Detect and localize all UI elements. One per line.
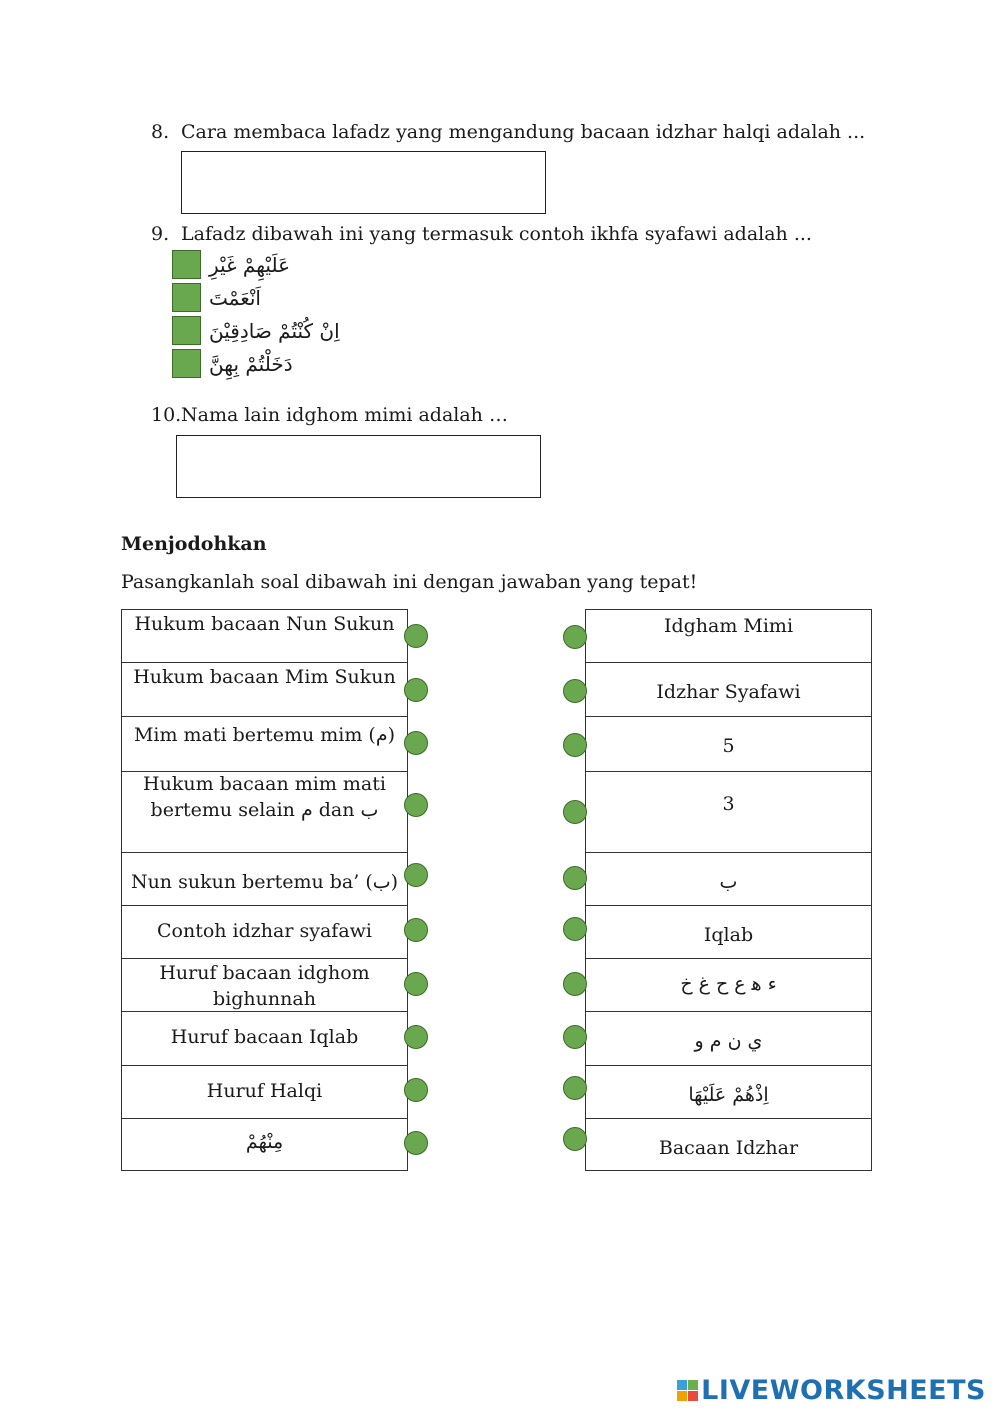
- left-match-dot[interactable]: [404, 731, 428, 755]
- right-item-text: اِذْهُمْ عَلَيْهَا: [688, 1084, 769, 1106]
- question-text: Lafadz dibawah ini yang termasuk contoh ikhfa syafawi adalah ...: [181, 223, 812, 245]
- logo-text: LIVEWORKSHEETS: [701, 1375, 986, 1406]
- right-item-text: Bacaan Idzhar: [658, 1137, 799, 1159]
- choice-text: دَخَلْتُمْ بِهِنَّ: [209, 351, 293, 376]
- choice-checkbox[interactable]: [172, 283, 201, 312]
- choice-checkbox[interactable]: [172, 316, 201, 345]
- right-item-1: [585, 609, 872, 663]
- question-number: 8.: [151, 121, 170, 143]
- left-match-dot[interactable]: [404, 1131, 428, 1155]
- choice-3[interactable]: [172, 315, 340, 346]
- right-item-10: [585, 1118, 872, 1171]
- right-match-dot[interactable]: [563, 800, 587, 824]
- left-item-text: Hukum bacaan Nun Sukun: [134, 613, 395, 635]
- choice-checkbox[interactable]: [172, 250, 201, 279]
- question-text: Nama lain idghom mimi adalah …: [181, 404, 508, 426]
- right-match-dot[interactable]: [563, 679, 587, 703]
- left-match-dot[interactable]: [404, 918, 428, 942]
- right-item-4: [585, 771, 872, 853]
- left-item-text: Huruf bacaan idghom: [159, 962, 370, 984]
- left-item-text: bertemu selain م dan ب: [150, 798, 379, 821]
- question-text: Cara membaca lafadz yang mengandung bacaan idzhar halqi adalah ...: [181, 121, 866, 143]
- left-item-text: مِنْهُمْ: [245, 1131, 284, 1153]
- left-item-10: [121, 1118, 408, 1171]
- left-item-text: bighunnah: [213, 987, 316, 1010]
- choice-text: عَلَيْهِمْ غَيْرِ: [209, 252, 291, 277]
- choice-2[interactable]: [172, 282, 261, 313]
- question-number: 10.: [151, 404, 182, 426]
- right-match-dot[interactable]: [563, 625, 587, 649]
- left-match-dot[interactable]: [404, 793, 428, 817]
- left-item-text: Hukum bacaan mim mati: [143, 773, 386, 795]
- left-item-text: Huruf bacaan Iqlab: [170, 1026, 359, 1048]
- left-match-dot[interactable]: [404, 1025, 428, 1049]
- right-match-dot[interactable]: [563, 1127, 587, 1151]
- left-item-8: [121, 1011, 408, 1066]
- right-item-9: [585, 1065, 872, 1119]
- right-item-text: ب: [719, 871, 738, 893]
- choice-text: اَنْعَمْتَ: [209, 285, 261, 310]
- right-match-dot[interactable]: [563, 1076, 587, 1100]
- left-item-7: [121, 958, 408, 1012]
- right-item-3: [585, 716, 872, 772]
- question-10: [151, 404, 508, 426]
- right-item-text: Idgham Mimi: [663, 615, 794, 637]
- right-match-dot[interactable]: [563, 917, 587, 941]
- left-match-dot[interactable]: [404, 972, 428, 996]
- choice-checkbox[interactable]: [172, 349, 201, 378]
- left-item-2: [121, 662, 408, 717]
- right-item-2: [585, 662, 872, 717]
- left-item-text: Hukum bacaan Mim Sukun: [133, 666, 396, 688]
- left-item-5: [121, 852, 408, 906]
- choice-4[interactable]: [172, 348, 293, 379]
- answer-box-q8[interactable]: [181, 151, 546, 214]
- left-item-3: [121, 716, 408, 772]
- question-9: [151, 223, 812, 245]
- left-item-text: Mim mati bertemu mim (م): [133, 724, 396, 746]
- left-item-text: Contoh idzhar syafawi: [156, 920, 372, 942]
- right-item-text: ء ﻫ ع ح غ خ: [680, 973, 777, 995]
- question-number: 9.: [151, 223, 170, 245]
- right-match-dot[interactable]: [563, 866, 587, 890]
- left-item-text: Nun sukun bertemu ba’ (ب): [130, 871, 399, 893]
- liveworksheets-logo: [677, 1375, 986, 1406]
- left-match-dot[interactable]: [404, 624, 428, 648]
- left-item-text: Huruf Halqi: [206, 1080, 323, 1102]
- right-item-text: ي ن م و: [694, 1030, 763, 1052]
- right-item-text: 3: [722, 793, 735, 815]
- answer-box-q10[interactable]: [176, 435, 541, 498]
- left-item-1: [121, 609, 408, 663]
- right-match-dot[interactable]: [563, 733, 587, 757]
- right-item-text: Iqlab: [703, 924, 754, 946]
- right-item-text: Idzhar Syafawi: [656, 681, 801, 703]
- logo-icon: [677, 1380, 698, 1401]
- section-heading: Menjodohkan: [121, 533, 267, 555]
- right-item-6: [585, 905, 872, 959]
- left-item-4: [121, 771, 408, 853]
- question-8: [151, 121, 865, 143]
- left-match-dot[interactable]: [404, 678, 428, 702]
- left-match-dot[interactable]: [404, 1078, 428, 1102]
- right-item-7: [585, 958, 872, 1012]
- right-item-8: [585, 1011, 872, 1066]
- choice-text: اِنْ كُنْتُمْ صَادِقِيْنَ: [209, 318, 340, 343]
- left-item-6: [121, 905, 408, 959]
- choice-1[interactable]: [172, 249, 290, 280]
- right-match-dot[interactable]: [563, 1025, 587, 1049]
- section-instruction: Pasangkanlah soal dibawah ini dengan jawaban yang tepat!: [121, 571, 698, 593]
- right-item-text: 5: [722, 735, 735, 757]
- left-match-dot[interactable]: [404, 863, 428, 887]
- left-item-9: [121, 1065, 408, 1119]
- right-match-dot[interactable]: [563, 972, 587, 996]
- right-item-5: [585, 852, 872, 906]
